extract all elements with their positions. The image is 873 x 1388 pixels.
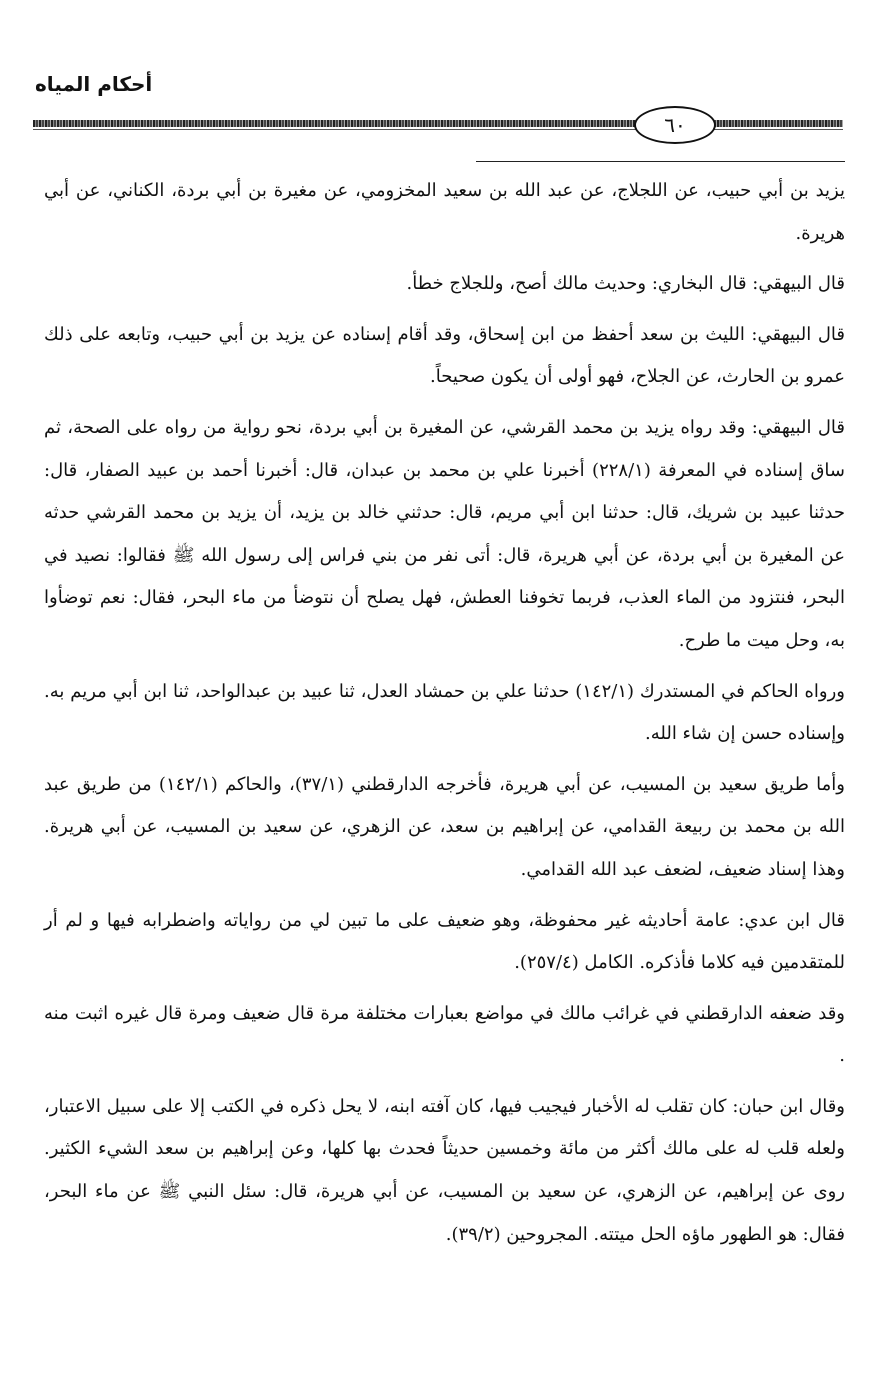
paragraph: ورواه الحاكم في المستدرك (١٤٢/١) حدثنا علي بن حمشاد العدل، ثنا عبيد بن عبدالواحد، ثنا ابن أبي مريم به. وإسناده حسن إن شاء الله.: [44, 680, 845, 745]
paragraph: وقد ضعفه الدارقطني في غرائب مالك في مواضع بعبارات مختلفة مرة قال ضعيف ومرة قال غيره اثبت منه .: [44, 1002, 845, 1067]
footnote-separator: [476, 161, 845, 162]
book-title: أحكام المياه: [35, 72, 153, 96]
paragraph: قال البيهقي: وقد رواه يزيد بن محمد القرشي، عن المغيرة بن أبي بردة، نحو رواية من رواه على الصحة، ثم ساق إسناده في المعرفة (٢٢٨/١) أخبرنا علي بن محمد بن عبدان، قال: أخبرنا أحمد بن عبيد الصفار، قال: حدثنا عبيد بن شريك، قال: حدثنا ابن أبي مريم، قال: حدثني خالد بن يزيد، أن يزيد بن محمد القرشي حدثه عن المغيرة بن أبي بردة، عن أبي هريرة، قال: أتى نفر من بني فراس إلى رسول الله ﷺ فقالوا: نصيد في البحر، فنتزود من الماء العذب، فربما تخوفنا العطش، فهل يصلح أن نتوضأ من ماء البحر، فقال: نعم توضأوا به، وحل ميت ما طرح.: [44, 416, 845, 651]
paragraph: قال ابن عدي: عامة أحاديثه غير محفوظة، وهو ضعيف على ما تبين لي من رواياته واضطرابه فيها و لم أر للمتقدمين فيه كلاما فأذكره. الكامل (٢٥٧/٤).: [44, 909, 845, 974]
header-rule: [33, 120, 843, 127]
page-body: [44, 170, 845, 1256]
paragraph: قال البيهقي: قال البخاري: وحديث مالك أصح، وللجلاج خطأ.: [406, 273, 845, 295]
page-number: ٦٠: [634, 106, 716, 144]
paragraph: وقال ابن حبان: كان تقلب له الأخبار فيجيب فيها، كان آفته ابنه، لا يحل ذكره في الكتب إلا على سبيل الاعتبار، ولعله قلب له على مالك أكثر من مائة وخمسين حديثاً فحدث بها كلها، وعن إبراهيم بن سعد الشيء الكثير. روى عن إبراهيم، عن الزهري، عن سعيد بن المسيب، عن أبي هريرة، قال: سئل النبي ﷺ عن ماء البحر، فقال: هو الطهور ماؤه الحل ميتته. المجروحين (٣٩/٢).: [44, 1095, 845, 1245]
paragraph: يزيد بن أبي حبيب، عن اللجلاج، عن عبد الله بن سعيد المخزومي، عن مغيرة بن أبي بردة، الكناني، عن أبي هريرة.: [44, 180, 845, 244]
paragraph: قال البيهقي: الليث بن سعد أحفظ من ابن إسحاق، وقد أقام إسناده عن يزيد بن أبي حبيب، وتابعه على ذلك عمرو بن الحارث، عن الجلاح، فهو أولى أن يكون صحيحاً.: [44, 323, 845, 388]
header-rule-thin: [33, 129, 843, 130]
paragraph: وأما طريق سعيد بن المسيب، عن أبي هريرة، فأخرجه الدارقطني (٣٧/١)، والحاكم (١٤٢/١) من طريق عبد الله بن محمد بن ربيعة القدامي، عن إبراهيم بن سعد، عن الزهري، عن سعيد بن المسيب، عن أبي هريرة. وهذا إسناد ضعيف، لضعف عبد الله القدامي.: [44, 773, 845, 880]
